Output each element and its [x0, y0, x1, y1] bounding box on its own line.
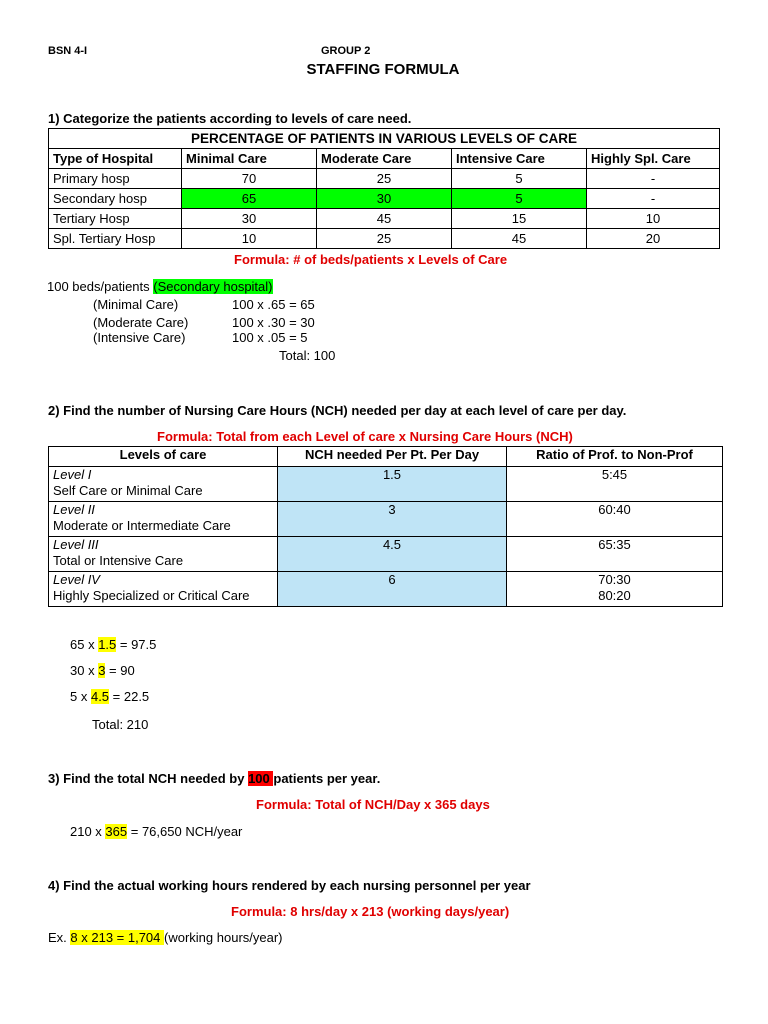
nch-calc-line — [70, 663, 135, 678]
nch-cell: 1.5 — [278, 467, 507, 502]
table-title: PERCENTAGE OF PATIENTS IN VARIOUS LEVELS OF CARE — [49, 129, 720, 149]
heading-highlight: 100 — [248, 771, 274, 786]
calc-highlight: 365 — [105, 824, 128, 839]
table-cell: 45 — [452, 229, 587, 249]
levels-of-care-table — [48, 128, 720, 249]
table-cell: 10 — [587, 209, 720, 229]
q1-total: Total: 100 — [279, 348, 336, 363]
table-row — [49, 229, 720, 249]
calc-text: 65 x — [70, 637, 99, 652]
q4-example — [48, 930, 283, 945]
col-header: Type of Hospital — [49, 149, 182, 169]
header-left: BSN 4-I — [48, 45, 88, 57]
level-desc: Total or Intensive Care — [53, 553, 184, 568]
q3-heading — [48, 771, 380, 786]
table-cell: 30 — [317, 189, 452, 209]
nch-cell: 4.5 — [278, 537, 507, 572]
table-row — [49, 572, 723, 607]
calc-text: 210 x — [70, 824, 106, 839]
nch-table — [48, 446, 723, 607]
level-name: Level II — [53, 502, 95, 517]
q2-total: Total: 210 — [92, 717, 149, 732]
table-cell: 5 — [452, 169, 587, 189]
ratio-value: 70:30 — [598, 572, 631, 587]
ratio-cell: 65:35 — [507, 537, 723, 572]
calc-text: 30 x — [70, 663, 99, 678]
col-header: Intensive Care — [452, 149, 587, 169]
level-name: Level III — [53, 537, 99, 552]
q3-formula: Formula: Total of NCH/Day x 365 days — [256, 797, 490, 812]
q1-formula: Formula: # of beds/patients x Levels of Care — [234, 252, 508, 267]
calc-text: (working hours/year) — [164, 930, 283, 945]
level-desc: Highly Specialized or Critical Care — [53, 588, 250, 603]
calc-text: = 90 — [105, 663, 135, 678]
ratio-cell: 60:40 — [507, 502, 723, 537]
table-cell: Primary hosp — [49, 169, 182, 189]
nch-cell: 3 — [278, 502, 507, 537]
col-header: Highly Spl. Care — [587, 149, 720, 169]
col-header: Minimal Care — [182, 149, 317, 169]
calc-label: (Minimal Care) — [93, 297, 179, 312]
level-name: Level I — [53, 467, 92, 482]
level-name: Level IV — [53, 572, 100, 587]
calc-text: 5 x — [70, 689, 91, 704]
calc-text: = 97.5 — [116, 637, 157, 652]
level-cell — [49, 572, 278, 607]
table-cell: 65 — [182, 189, 317, 209]
level-cell — [49, 502, 278, 537]
nch-calc-line — [70, 637, 156, 652]
table-cell: 15 — [452, 209, 587, 229]
calc-highlight: 8 x 213 = 1,704 — [70, 930, 165, 945]
table-cell: 5 — [452, 189, 587, 209]
table-cell: Spl. Tertiary Hosp — [49, 229, 182, 249]
calc-text: = 22.5 — [109, 689, 150, 704]
calc-text: = 76,650 NCH/year — [127, 824, 243, 839]
heading-text: 3) Find the total NCH needed by — [48, 771, 249, 786]
table-cell: Secondary hosp — [49, 189, 182, 209]
table-cell: - — [587, 169, 720, 189]
col-header: Ratio of Prof. to Non-Prof — [507, 447, 723, 467]
table-cell: 45 — [317, 209, 452, 229]
ratio-cell: 5:45 — [507, 467, 723, 502]
col-header: Levels of care — [49, 447, 278, 467]
q4-formula: Formula: 8 hrs/day x 213 (working days/year) — [231, 904, 510, 919]
level-cell — [49, 467, 278, 502]
table-row — [49, 189, 720, 209]
col-header: NCH needed Per Pt. Per Day — [278, 447, 507, 467]
page-title: STAFFING FORMULA — [306, 61, 460, 78]
header-group: GROUP 2 — [321, 45, 371, 57]
table-cell: 30 — [182, 209, 317, 229]
table-cell: - — [587, 189, 720, 209]
table-cell: Tertiary Hosp — [49, 209, 182, 229]
table-row — [49, 502, 723, 537]
level-desc: Self Care or Minimal Care — [53, 483, 203, 498]
ratio-cell — [507, 572, 723, 607]
heading-text: patients per year. — [273, 771, 381, 786]
nch-calc-line — [70, 689, 149, 704]
q3-calc — [70, 824, 242, 839]
table-row — [49, 467, 723, 502]
level-cell — [49, 537, 278, 572]
table-cell: 10 — [182, 229, 317, 249]
table-row — [49, 169, 720, 189]
table-row — [49, 209, 720, 229]
calc-label: (Moderate Care) — [93, 315, 189, 330]
table-cell: 70 — [182, 169, 317, 189]
calc-highlight: 3 — [98, 663, 106, 678]
calc-highlight: 1.5 — [98, 637, 117, 652]
calc-value: 100 x .65 = 65 — [232, 297, 315, 312]
table-row — [49, 537, 723, 572]
col-header: Moderate Care — [317, 149, 452, 169]
table-cell: 20 — [587, 229, 720, 249]
q4-heading: 4) Find the actual working hours rendered by each nursing personnel per year — [48, 878, 531, 893]
nch-cell: 6 — [278, 572, 507, 607]
secondary-hospital-highlight: (Secondary hospital) — [153, 279, 273, 294]
level-desc: Moderate or Intermediate Care — [53, 518, 231, 533]
q2-formula: Formula: Total from each Level of care x Nursing Care Hours (NCH) — [157, 429, 573, 444]
ratio-value: 80:20 — [598, 588, 631, 603]
calc-value: 100 x .30 = 30 — [232, 315, 315, 330]
table-cell: 25 — [317, 229, 452, 249]
table-cell: 25 — [317, 169, 452, 189]
beds-label: 100 beds/patients — [47, 279, 150, 294]
q2-heading: 2) Find the number of Nursing Care Hours (NCH) needed per day at each level of care per day. — [48, 403, 627, 418]
calc-text: Ex. — [48, 930, 71, 945]
beds-line — [47, 279, 273, 294]
calc-label: (Intensive Care) — [93, 330, 186, 345]
calc-value: 100 x .05 = 5 — [232, 330, 308, 345]
calc-highlight: 4.5 — [90, 689, 110, 704]
q1-heading: 1) Categorize the patients according to levels of care need. — [48, 111, 412, 126]
